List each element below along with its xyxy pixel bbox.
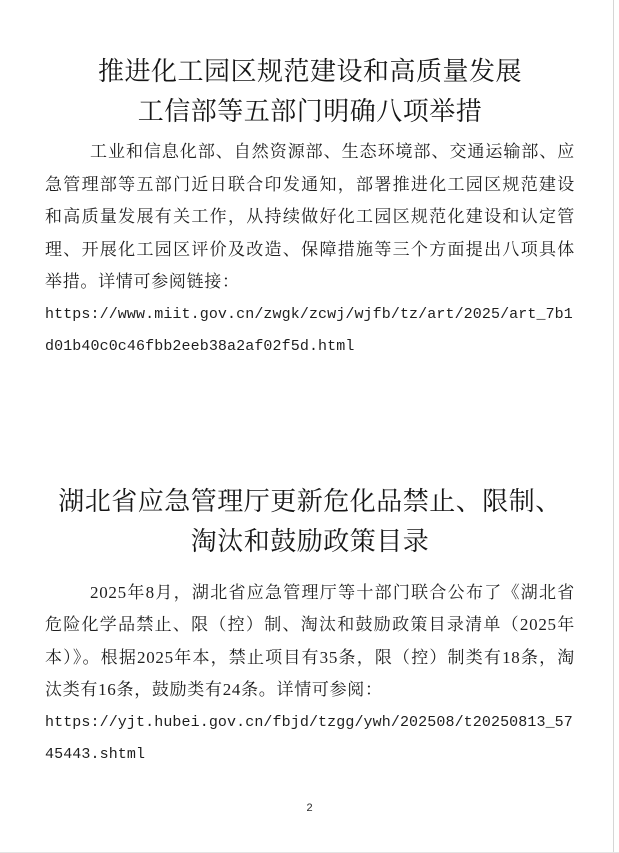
article-1-title-line-2: 工信部等五部门明确八项举措: [137, 97, 483, 126]
article-2-paragraph: 2025年8月，湖北省应急管理厅等十部门联合公布了《湖北省危险化学品禁止、限（控）制、淘汰和鼓励政策目录清单（2025年本）》。根据2025年本，禁止项目有35条，限（控）制类有18条，淘汰类有16条，鼓励类有24条。详情可参阅：: [45, 582, 575, 699]
article-1-title: [45, 52, 575, 132]
article-section-1: [45, 52, 575, 364]
article-2-link-url: https://yjt.hubei.gov.cn/fbjd/tzgg/ywh/202508/t20250813_5745443.shtml: [45, 713, 573, 763]
article-2-title-line-1: 湖北省应急管理厅更新危化品禁止、限制、: [58, 486, 562, 516]
page-number: 2: [306, 803, 313, 815]
article-1-paragraph: 工业和信息化部、自然资源部、生态环境部、交通运输部、应急管理部等五部门近日联合印发通知，部署推进化工园区规范建设和高质量发展有关工作，从持续做好化工园区规范化建设和认定管理、开展化工园区评价及改造、保障措施等三个方面提出八项具体举措。详情可参阅链接：: [45, 142, 575, 291]
page-right-edge: [613, 0, 614, 853]
article-1-link-url: https://www.miit.gov.cn/zwgk/zcwj/wjfb/tz/art/2025/art_7b1d01b40c0c46fbb2eeb38a2af02f5d.html: [45, 305, 573, 355]
page-content: [45, 52, 575, 772]
article-2-title-line-2: 淘汰和鼓励政策目录: [190, 526, 430, 556]
article-1-title-line-1: 推进化工园区规范建设和高质量发展: [97, 57, 522, 86]
article-2-title: [45, 482, 575, 562]
article-section-2: [45, 482, 575, 772]
